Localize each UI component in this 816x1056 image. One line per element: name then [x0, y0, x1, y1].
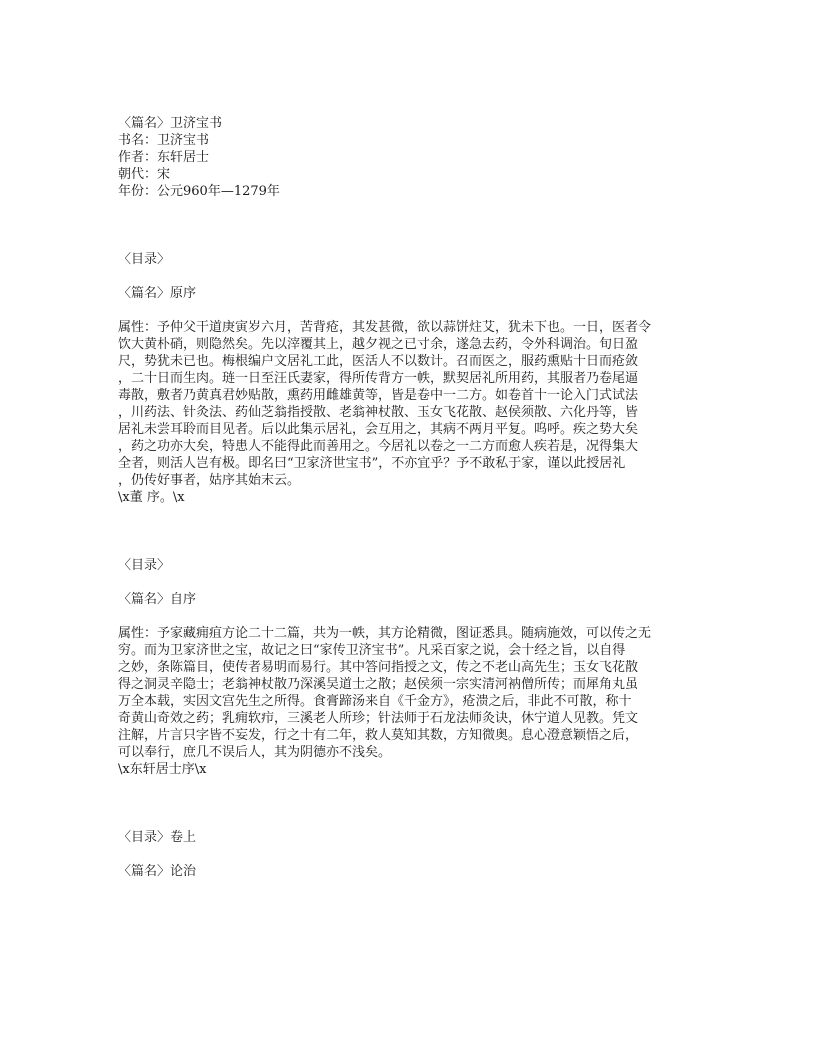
- section-title: 〈篇名〉论治: [118, 864, 197, 879]
- self-preface-body: [118, 625, 694, 761]
- body-line: ，药之功亦大矣，特患人不能得此而善用之。今居礼以卷之一二方而愈人疾若是，况得集大: [118, 439, 639, 454]
- body-line: 万全本载，实因文宫先生之所得。食膏蹄汤来自《千金方》，疮溃之后，非此不可散，称十: [118, 694, 632, 709]
- toc-heading: 〈目录〉卷上: [118, 830, 197, 845]
- toc-heading: 〈目录〉: [118, 558, 171, 573]
- body-line: 可以奉行，庶几不误后人，其为阴德亦不浅矣。: [118, 745, 392, 760]
- body-line: 得之洞灵辛隐士；老翁神杖散乃深溪吴道士之散；赵侯须一宗实清河衲僧所传；而犀角丸虽: [118, 677, 639, 692]
- body-line: 属性：予仲父干道庚寅岁六月，苦背疮，其发甚微，欲以蒜饼炷艾，犹未下也。一日，医者令: [118, 320, 652, 335]
- body-line: 毒散，敷者乃黄真君妙贴散，熏药用雌雄黄等，皆是卷中一二方。如卷首十一论入门式试法: [118, 388, 639, 403]
- body-line: ，仍传好事者，姑序其始末云。: [118, 473, 301, 488]
- body-line: 尺，势犹未已也。梅根编户文居礼工此，医活人不以数计。召而医之，服药熏贴十日而疮敛: [118, 354, 639, 369]
- body-line: 居礼未尝耳聆而目见者。后以此集示居礼，会互用之，其病不两月平复。呜呼。疾之势大矣: [118, 422, 639, 437]
- body-line: 属性：予家藏痈疽方论二十二篇，共为一帙，其方论精微，图证悉具。随病施效，可以传之无: [118, 626, 652, 641]
- section-title: 〈篇名〉原序: [118, 286, 197, 301]
- preface-body: [118, 319, 694, 489]
- document-page: [118, 115, 698, 880]
- body-line: 全者，则活人岂有极。即名曰“卫家济世宝书”，不亦宜乎？予不敢私于家，谨以此授居礼: [118, 456, 626, 471]
- body-line: ，川药法、针灸法、药仙芝翁指授散、老翁神杖散、玉女飞花散、赵侯须散、六化丹等，皆: [118, 405, 639, 420]
- toc-heading: 〈目录〉: [118, 252, 171, 267]
- body-line: 饮大黄朴硝，则隐然矣。先以滓覆其上，越夕视之已寸余，遂急去药，令外科调治。旬日盈: [118, 337, 639, 352]
- book-name: 书名：卫济宝书: [118, 133, 210, 148]
- self-preface-signature: \x东轩居士序\x: [118, 762, 207, 777]
- body-line: 之妙，条陈篇目，使传者易明而易行。其中答问指授之文，传之不老山高先生；玉女飞花散: [118, 660, 639, 675]
- body-line: ，二十日而生肉。琏一日至汪氏妻家，得所传背方一帙，默契居礼所用药，其服者乃卷尾逼: [118, 371, 639, 386]
- body-line: 穷。而为卫家济世之宝，故记之曰“家传卫济宝书”。凡采百家之说，会十经之旨，以自得: [118, 643, 626, 658]
- chapter-title: 〈篇名〉卫济宝书: [118, 116, 223, 131]
- body-line: 注解，片言只字皆不妄发，行之十有二年，救人莫知其数，方知微奥。息心澄意颖悟之后，: [118, 728, 639, 743]
- preface-signature: \x董 序。\x: [118, 490, 185, 505]
- section-title: 〈篇名〉自序: [118, 592, 197, 607]
- years-line: 年份：公元960年—1279年: [118, 184, 280, 199]
- author-line: 作者：东轩居士: [118, 150, 210, 165]
- dynasty-line: 朝代：宋: [118, 167, 171, 182]
- body-line: 奇黄山奇效之药；乳痈软疖，三溪老人所珍；针法师于石龙法师灸诀，休宁道人见教。凭文: [118, 711, 639, 726]
